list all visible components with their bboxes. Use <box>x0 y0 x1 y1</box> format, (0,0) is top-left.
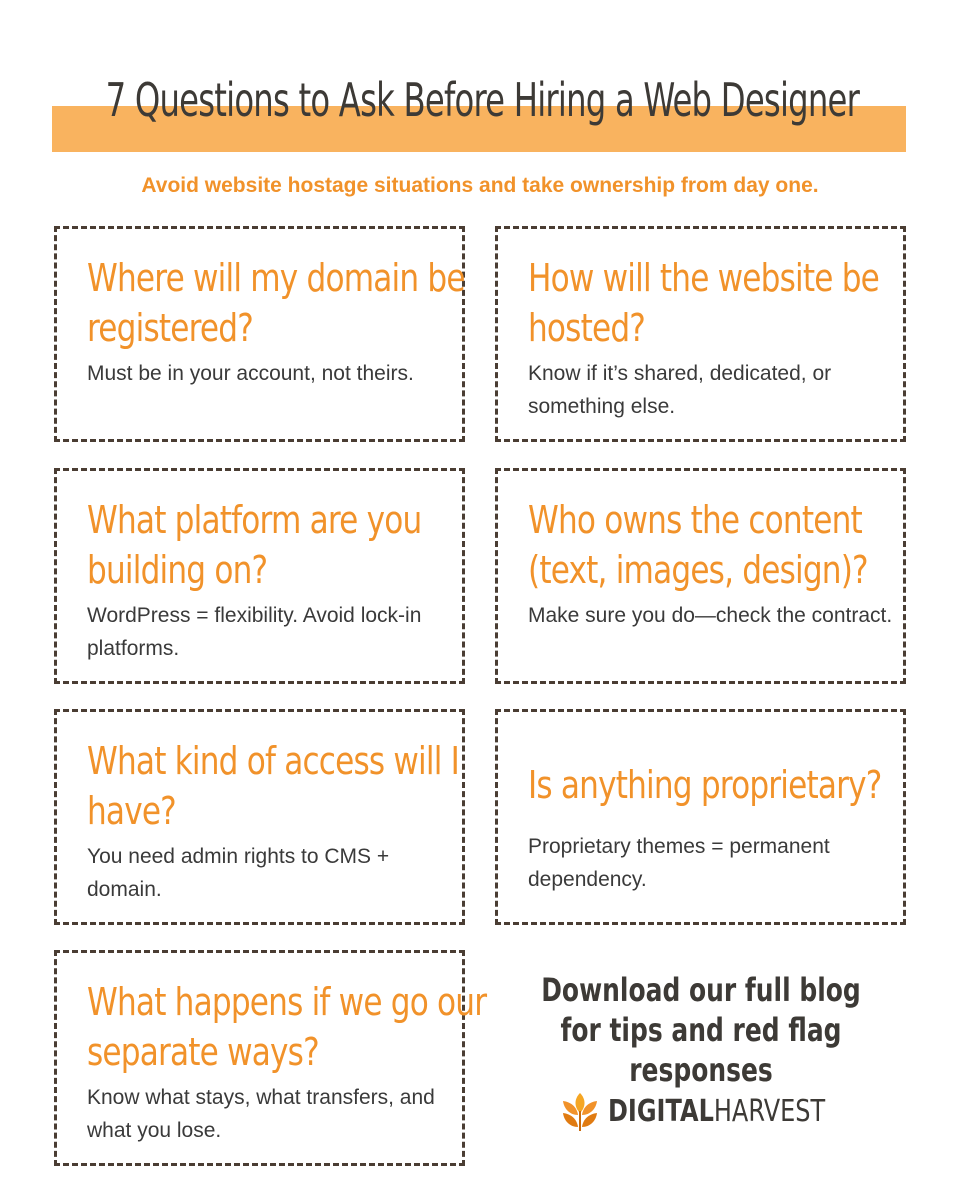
question-card-domain <box>54 226 465 442</box>
question-answer: WordPress = flexibility. Avoid lock-in platforms. <box>87 604 422 660</box>
question-card-platform <box>54 468 465 684</box>
question-heading: What kind of access will I have? <box>87 739 459 833</box>
brand-logo-lockup <box>558 1088 879 1134</box>
download-call-to-action: Download our full blog for tips and red flag responses <box>541 971 861 1089</box>
brand-name-bold: DIGITAL <box>608 1093 714 1129</box>
question-heading: Where will my domain be registered? <box>87 256 465 350</box>
question-answer: Make sure you do—check the contract. <box>528 604 893 627</box>
question-card-content-ownership <box>495 468 906 684</box>
page-subtitle: Avoid website hostage situations and take ownership from day one. <box>141 174 819 197</box>
question-card-hosting <box>495 226 906 442</box>
brand-name-light: HARVEST <box>713 1093 826 1129</box>
question-heading: What platform are you building on? <box>87 498 422 592</box>
question-answer: You need admin rights to CMS + domain. <box>87 845 390 901</box>
question-answer: Must be in your account, not theirs. <box>87 362 414 385</box>
wheat-leaf-icon <box>558 1089 602 1133</box>
question-heading: Is anything proprietary? <box>528 763 882 807</box>
question-card-separation <box>54 950 487 1166</box>
question-answer: Proprietary themes = permanent dependency. <box>528 835 830 891</box>
question-answer: Know if it’s shared, dedicated, or something else. <box>528 362 832 418</box>
question-card-access <box>54 709 465 925</box>
question-answer: Know what stays, what transfers, and what you lose. <box>87 1086 435 1142</box>
page-title: 7 Questions to Ask Before Hiring a Web Designer <box>105 73 860 127</box>
question-heading: What happens if we go our separate ways? <box>87 980 487 1074</box>
question-heading: How will the website be hosted? <box>528 256 879 350</box>
brand-name <box>608 1094 825 1129</box>
question-heading: Who owns the content (text, images, design)? <box>528 498 868 592</box>
question-card-proprietary <box>495 709 906 925</box>
